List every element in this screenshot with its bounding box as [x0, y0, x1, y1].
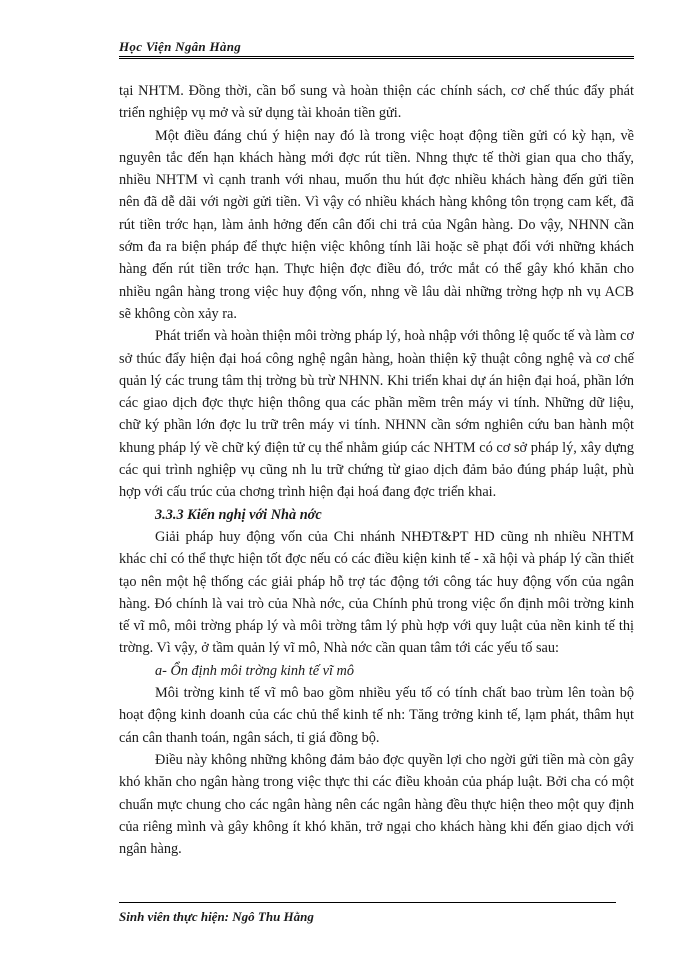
paragraph: Môi trờng kinh tế vĩ mô bao gồm nhiều yếu tố có tính chất bao trùm lên toàn bộ hoạt động kinh doanh của các chủ thể kinh tế nh: Tăng trởng kinh tế, lạm phát, thâm hụt cán cân thanh toán, ngân sách, tỉ giá đồng bộ. [119, 685, 634, 746]
header-rule [119, 56, 634, 59]
paragraph: Phát triển và hoàn thiện môi trờng pháp lý, hoà nhập với thông lệ quốc tế và làm cơ sở thúc đẩy hiện đại hoá công nghệ ngân hàng, hoàn thiện kỹ thuật công nghệ và cơ chế quản lý các trung tâm thị trờng bù trừ NHNN. Khi triển khai dự án hiện đại hoá, phần lớn các giao dịch đợc thực hiện thông qua các phần mềm trên máy vi tính. Những dữ liệu, chữ ký phần lớn đợc lu trữ trên máy vi tính. NHNN cần sớm nghiên cứu ban hành một khung pháp lý về chữ ký điện tử cụ thể nhằm giúp các NHTM có cơ sở pháp lý, xây dựng các qui trình nghiệp vụ cũng nh lu trữ chứng từ giao dịch đảm bảo đúng pháp luật, phù hợp với cấu trúc của chơng trình hiện đại hoá đang đợc triển khai. [119, 328, 634, 501]
paragraph: Giải pháp huy động vốn của Chi nhánh NHĐT&PT HD cũng nh nhiều NHTM khác chỉ có thể thực hiện tốt đợc nếu có các điều kiện kinh tế - xã hội và pháp lý cần thiết tạo nên một hệ thống các giải pháp hỗ trợ tác động tới công tác huy động vốn của ngân hàng. Đó chính là vai trò của Nhà nớc, của Chính phủ trong việc ổn định môi trờng kinh tế vĩ mô, môi trờng pháp lý và môi trờng tâm lý phù hợp với quy luật của nền kinh tế thị trờng. Vì vậy, ở tầm quản lý vĩ mô, Nhà nớc cần quan tâm tới các yếu tố sau: [119, 528, 634, 657]
page-header: Học Viện Ngân Hàng [119, 39, 242, 54]
paragraph: Một điều đáng chú ý hiện nay đó là trong việc hoạt động tiền gửi có kỳ hạn, về nguyên tắc đến hạn khách hàng mới đợc rút tiền. Nhng thực tế thời gian qua cho thấy, nhiều NHTM vì cạnh tranh với nhau, muốn thu hút đợc nhiều khách hàng đến gửi tiền nên đã dễ dãi với ngời gửi tiền. Vì vậy có nhiều khách hàng không tôn trọng cam kết, đã rút tiền trớc hạn, làm ảnh hởng đến cân đối chi trả của Ngân hàng. Do vậy, NHNN cần sớm đa ra biện pháp để thực hiện việc không tính lãi hoặc sẽ phạt đối với những khách hàng đến rút tiền trớc hạn. Thực hiện đợc điều đó, trớc mắt có thể gây khó khăn cho nhiều ngân hàng trong việc huy động vốn, nhng về lâu dài những trờng hợp nh vụ ACB sẽ không còn xảy ra. [119, 127, 634, 322]
footer-rule [119, 902, 616, 903]
subsection-heading: a- Ổn định môi trờng kinh tế vĩ mô [155, 662, 355, 679]
paragraph: tại NHTM. Đồng thời, cần bổ sung và hoàn thiện các chính sách, cơ chế thúc đẩy phát triển nghiệp vụ mở và sử dụng tài khoản tiền gửi. [119, 83, 634, 122]
section-heading: 3.3.3 Kiến nghị với Nhà nớc [155, 506, 322, 523]
page-body [119, 80, 634, 860]
page-footer: Sinh viên thực hiện: Ngô Thu Hằng [119, 909, 314, 924]
paragraph: Điều này không những không đảm bảo đợc quyền lợi cho ngời gửi tiền mà còn gây khó khăn cho ngân hàng trong việc thực thi các điều khoản của pháp luật. Bởi cha có một chuẩn mực chung cho các ngân hàng nên các ngân hàng đều thực hiện theo một quy định của riêng mình và gây không ít khó khăn, trở ngại cho khách hàng khi đến giao dịch với ngân hàng. [119, 751, 634, 858]
